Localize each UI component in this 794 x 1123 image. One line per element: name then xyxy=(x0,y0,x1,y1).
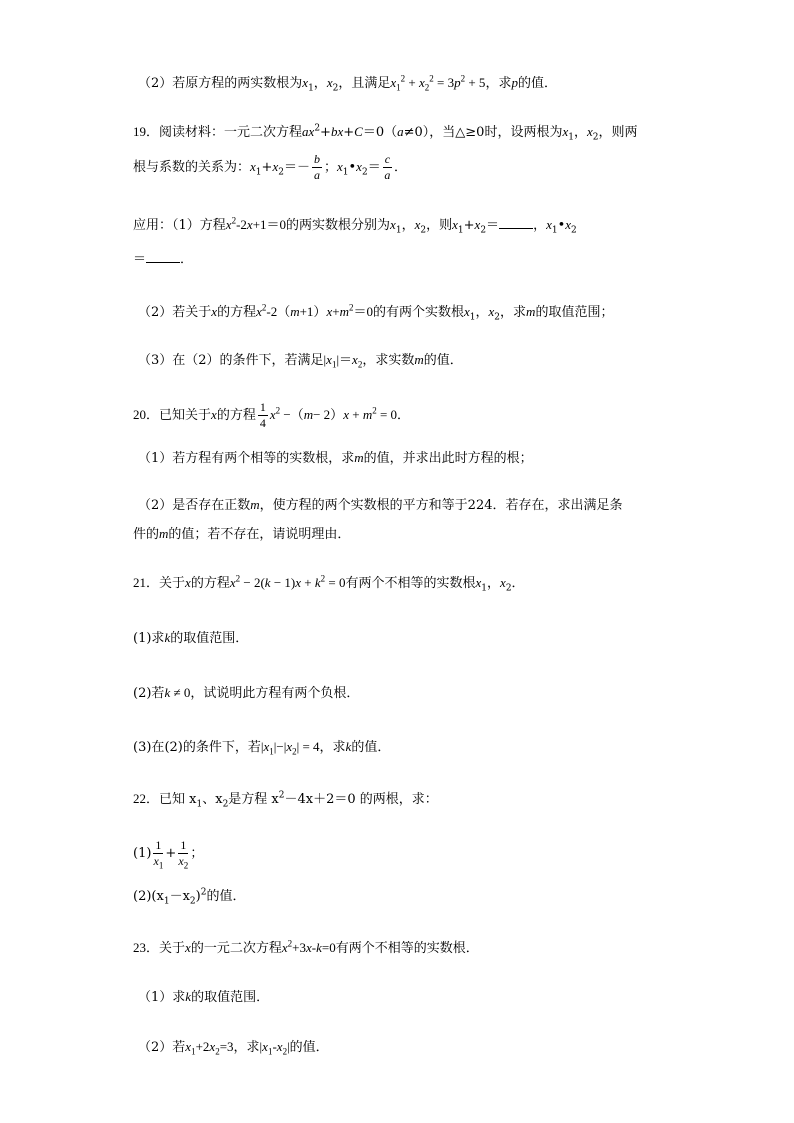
fraction-c-over-a: $\frac{c}{a}$ xyxy=(384,152,391,182)
q21-stem: 21．关于x的方程$x^2 - 2(k - 1)x + k^2 = 0$有两个不相等的实数根$x_1$，$x_2$． xyxy=(133,573,525,594)
fraction-1-over-x2: $\frac{1}{x_2}$ xyxy=(178,838,189,871)
q20-stem: 20．已知关于x的方程 $\frac{1}{4}$ $x^2 -(m- 2)x + m^2 = 0$． xyxy=(133,400,411,430)
q20-part2-cont: 件的m的值；若不存在，请说明理由． xyxy=(133,526,351,542)
q22-stem: 22．已知 $x_1$、$x_2$是方程 $x^2-4x+2=0$ 的两根，求： xyxy=(133,790,438,810)
q19-application-1-cont: ＝ ． xyxy=(133,252,194,267)
q22-part2: $(2)(x_1-x_2)^2$的值． xyxy=(133,887,246,907)
fraction-1-over-x1: $\frac{1}{x_1}$ xyxy=(153,838,164,871)
q19-part2: （2）若关于x的方程$x^2-2(m+1)x+m^2=0$的有两个实数根$x_1$，$x_2$，求m的取值范围； xyxy=(138,302,614,323)
answer-blank[interactable] xyxy=(499,216,533,229)
q20-part2: （2）是否存在正数m，使方程的两个实数根的平方和等于224．若存在，求出满足条 xyxy=(138,497,623,513)
q20-part1: （1）若方程有两个相等的实数根，求m的值，并求出此时方程的根； xyxy=(138,450,533,466)
fraction-one-quarter: $\frac{1}{4}$ xyxy=(259,400,266,430)
q23-stem: 23．关于x的一元二次方程$x^2+3x-k=0$有两个不相等的实数根． xyxy=(133,938,479,956)
fraction-b-over-a: $\frac{b}{a}$ xyxy=(313,152,320,182)
answer-blank[interactable] xyxy=(146,250,180,263)
q23-part2: （2）若$x_1+2x_2=3$，求$|x_1-x_2|$的值． xyxy=(138,1039,329,1057)
q21-part1: (1)求k的取值范围． xyxy=(133,630,249,646)
q19-stem: 19．阅读材料：一元二次方程$ax^2+bx+C=0(a\ne 0)$，当△≥0时，设两根为$x_1$，$x_2$，则两 xyxy=(133,123,638,143)
q21-part2: (2)若k ≠ 0，试说明此方程有两个负根． xyxy=(133,685,360,701)
q18-part2: （2）若原方程的两实数根为$x_1$，$x_2$，且满足$x_1^2 + x_2^2 = 3p^2 + 5$，求p的值． xyxy=(138,73,557,94)
q21-part3: (3)在(2)的条件下，若$|x_1|-|x_2| = 4$，求k的值． xyxy=(133,739,391,757)
q19-stem-line2: 根与系数的关系为：$x_1+x_2=-$ $\frac{b}{a}$ ；$x_1•x_2=$ $\frac{c}{a}$ ． xyxy=(133,152,408,182)
q19-part3: （3）在（2）的条件下，若满足$|x_1|=x_2$，求实数m的值． xyxy=(138,352,463,370)
q19-application-1: 应用：（1）方程$x^2-2x+1=0$的两实数根分别为$x_1$，$x_2$，则$x_1+x_2=$ ，$x_1•x_2$ xyxy=(133,215,577,236)
q23-part1: （1）求k的取值范围． xyxy=(138,989,270,1005)
q22-part1: (1) $\frac{1}{x_1}$ + $\frac{1}{x_2}$ ； xyxy=(133,838,204,871)
